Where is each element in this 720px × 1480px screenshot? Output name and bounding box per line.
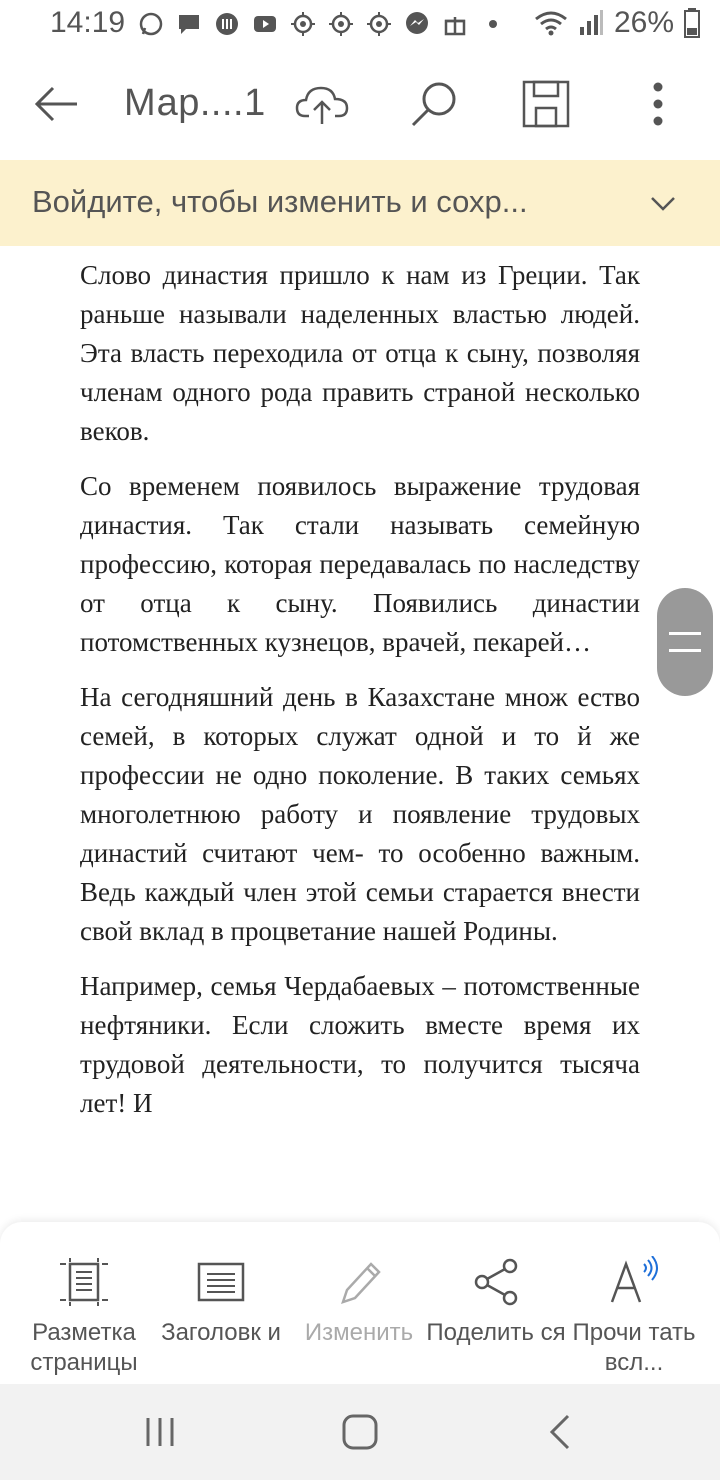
dot-icon bbox=[480, 11, 506, 37]
more-vert-icon bbox=[652, 82, 664, 126]
battery-icon bbox=[684, 8, 700, 38]
back-icon[interactable] bbox=[540, 1410, 584, 1454]
whatsapp-icon bbox=[138, 11, 164, 37]
scroll-handle[interactable] bbox=[657, 588, 713, 696]
tool-label: Поделить ся bbox=[426, 1319, 566, 1346]
app-icon bbox=[214, 11, 240, 37]
drag-handle-icon bbox=[669, 632, 701, 652]
search-button[interactable] bbox=[402, 72, 466, 136]
sign-in-banner[interactable] bbox=[0, 160, 720, 246]
wifi-icon bbox=[534, 9, 568, 37]
bottom-toolbar bbox=[0, 1222, 720, 1384]
cloud-upload-button[interactable] bbox=[290, 72, 354, 136]
paragraph: Слово династия пришло к нам из Греции. Так раньше называли наделенных властью людей. Эта власть переходила от отца к сыну, позволяя членам одного рода править страной несколько веков. bbox=[80, 260, 640, 446]
signal-icon bbox=[578, 9, 604, 37]
app-bar bbox=[0, 48, 720, 160]
more-options-button[interactable] bbox=[626, 72, 690, 136]
page-layout-button[interactable] bbox=[12, 1222, 156, 1384]
system-status bbox=[534, 6, 700, 40]
document-title[interactable]: Мар....1 bbox=[124, 82, 266, 124]
status-time: 14:19 bbox=[50, 6, 126, 39]
recent-apps-icon[interactable] bbox=[138, 1410, 182, 1454]
tool-label: Разметка страницы bbox=[30, 1319, 138, 1376]
save-button[interactable] bbox=[514, 72, 578, 136]
location-icon bbox=[290, 11, 316, 37]
edit-button[interactable] bbox=[287, 1222, 431, 1384]
messenger-icon bbox=[404, 11, 430, 37]
pencil-icon bbox=[333, 1256, 385, 1308]
paragraph: Со временем появилось выражение трудовая династия. Так стали называть семейную профессию, которая передавалась по наследству от отца к сыну. Появились династии потомственных кузнецов, врачей, пекарей… bbox=[80, 471, 640, 657]
paragraph: Например, семья Чердабаевых – потомственные нефтяники. Если сложить вместе время их трудовой деятельности, то получится тысяча лет! И bbox=[80, 971, 640, 1118]
chevron-down-icon[interactable] bbox=[646, 186, 680, 220]
tool-label: Прочи тать всл... bbox=[572, 1319, 696, 1376]
share-button[interactable] bbox=[424, 1222, 568, 1384]
read-aloud-icon bbox=[608, 1256, 660, 1308]
tool-label: Заголовк и bbox=[161, 1319, 281, 1346]
headings-button[interactable] bbox=[149, 1222, 293, 1384]
back-arrow-icon bbox=[31, 84, 81, 124]
status-bar bbox=[0, 0, 720, 48]
paragraph: На сегодняшний день в Казахстане множ ество семей, в которых служат одной и то й же профессии не одно поколение. В таких семьях многолетнюю работу и появление трудовых династий считают чем- то особенно важным. Ведь каждый член этой семьи старается внести свой вклад в процветание нашей Родины. bbox=[80, 682, 640, 946]
tool-label: Изменить bbox=[304, 1319, 414, 1346]
battery-percent: 26% bbox=[613, 6, 674, 39]
cloud-upload-icon bbox=[295, 82, 349, 126]
read-aloud-button[interactable] bbox=[562, 1222, 706, 1384]
home-icon[interactable] bbox=[338, 1410, 382, 1454]
youtube-icon bbox=[252, 11, 278, 37]
location-icon bbox=[328, 11, 354, 37]
share-icon bbox=[470, 1256, 522, 1308]
page-layout-icon bbox=[58, 1256, 110, 1308]
location-icon bbox=[366, 11, 392, 37]
notification-icons bbox=[138, 10, 506, 38]
back-button[interactable] bbox=[24, 72, 88, 136]
headings-icon bbox=[195, 1256, 247, 1308]
gift-icon bbox=[442, 11, 468, 37]
save-icon bbox=[522, 80, 570, 128]
search-icon bbox=[409, 79, 459, 129]
system-navigation-bar bbox=[0, 1384, 720, 1480]
document-body[interactable] bbox=[80, 256, 640, 1139]
banner-text: Войдите, чтобы изменить и сохр... bbox=[32, 184, 528, 219]
message-icon bbox=[176, 11, 202, 37]
